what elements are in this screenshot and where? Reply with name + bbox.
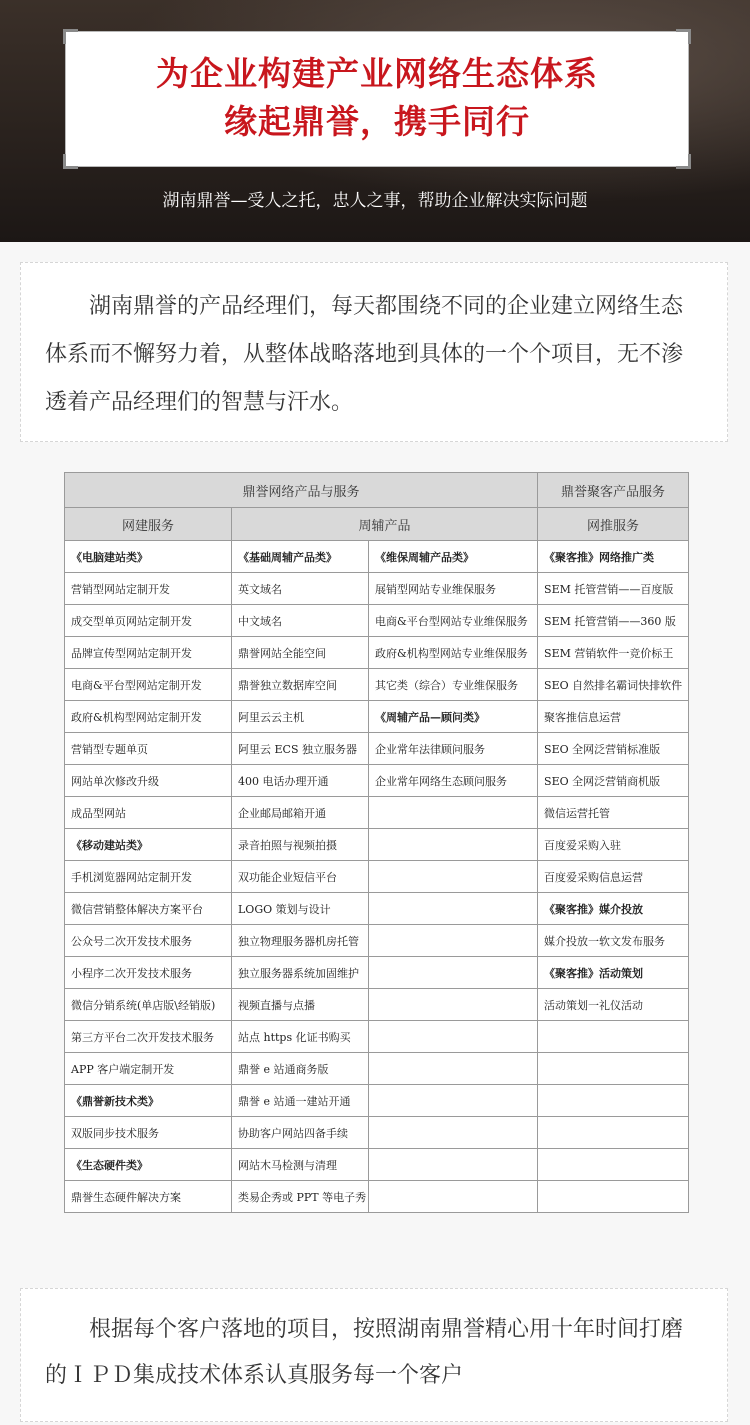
group-header-network: 鼎誉网络产品与服务 — [65, 473, 538, 508]
table-row — [65, 797, 689, 829]
table-cell: APP 客户端定制开发 — [65, 1053, 232, 1085]
table-cell: 《生态硬件类》 — [65, 1149, 232, 1181]
table-cell: 《聚客推》媒介投放 — [538, 893, 689, 925]
table-cell: 《聚客推》网络推广类 — [538, 541, 689, 573]
table-cell: 网站单次修改升级 — [65, 765, 232, 797]
table-cell: 微信运营托管 — [538, 797, 689, 829]
table-cell: 成交型单页网站定制开发 — [65, 605, 232, 637]
table-cell: 独立服务器系统加固维护 — [232, 957, 369, 989]
column-header-auxiliary: 周辅产品 — [232, 508, 538, 541]
table-cell: SEM 托管营销——360 版 — [538, 605, 689, 637]
table-cell: 企业邮局邮箱开通 — [232, 797, 369, 829]
table-cell: 鼎誉生态硬件解决方案 — [65, 1181, 232, 1213]
table-cell: 企业常年法律顾问服务 — [369, 733, 538, 765]
table-group-header-row — [65, 473, 689, 508]
table-cell: 400 电话办理开通 — [232, 765, 369, 797]
table-cell: 电商&平台型网站专业维保服务 — [369, 605, 538, 637]
table-cell: 网站木马检测与清理 — [232, 1149, 369, 1181]
table-cell: 类易企秀或 PPT 等电子秀 — [232, 1181, 369, 1213]
table-column-header-row — [65, 508, 689, 541]
table-row — [65, 989, 689, 1021]
table-row — [65, 541, 689, 573]
table-cell — [369, 1117, 538, 1149]
table-cell — [538, 1021, 689, 1053]
table-row — [65, 637, 689, 669]
table-row — [65, 669, 689, 701]
table-cell — [369, 829, 538, 861]
table-cell — [538, 1053, 689, 1085]
table-cell: 《鼎誉新技术类》 — [65, 1085, 232, 1117]
table-cell: 成品型网站 — [65, 797, 232, 829]
table-cell: 百度爱采购入驻 — [538, 829, 689, 861]
table-cell: 公众号二次开发技术服务 — [65, 925, 232, 957]
table-cell: 独立物理服务器机房托管 — [232, 925, 369, 957]
title-box — [66, 32, 688, 166]
table-cell: 录音拍照与视频拍摄 — [232, 829, 369, 861]
table-cell: 站点 https 化证书购买 — [232, 1021, 369, 1053]
closing-paragraph: 根据每个客户落地的项目，按照湖南鼎誉精心用十年时间打磨的ＩＰＤ集成技术体系认真服务每一个客户 — [20, 1288, 728, 1422]
table-cell: SEM 营销软件一竞价标王 — [538, 637, 689, 669]
table-cell — [369, 925, 538, 957]
table-cell: 视频直播与点播 — [232, 989, 369, 1021]
table-row — [65, 925, 689, 957]
table-cell: 阿里云云主机 — [232, 701, 369, 733]
table-cell — [369, 1085, 538, 1117]
table-cell: 营销型专题单页 — [65, 733, 232, 765]
table-cell: SEM 托管营销——百度版 — [538, 573, 689, 605]
table-cell: 手机浏览器网站定制开发 — [65, 861, 232, 893]
table-row — [65, 605, 689, 637]
table-row — [65, 1021, 689, 1053]
table-cell: 《基础周辅产品类》 — [232, 541, 369, 573]
corner-decoration — [676, 154, 691, 169]
intro-paragraph: 湖南鼎誉的产品经理们，每天都围绕不同的企业建立网络生态体系而不懈努力着，从整体战略落地到具体的一个个项目，无不渗透着产品经理们的智慧与汗水。 — [20, 262, 728, 442]
table-cell: 企业常年网络生态顾问服务 — [369, 765, 538, 797]
group-header-jueke: 鼎誉聚客产品服务 — [538, 473, 689, 508]
table-cell — [369, 797, 538, 829]
table-cell: 双功能企业短信平台 — [232, 861, 369, 893]
table-cell: 聚客推信息运营 — [538, 701, 689, 733]
table-cell: LOGO 策划与设计 — [232, 893, 369, 925]
table-cell: 鼎誉独立数据库空间 — [232, 669, 369, 701]
table-cell: 其它类（综合）专业维保服务 — [369, 669, 538, 701]
table-row — [65, 1085, 689, 1117]
table-cell: 政府&机构型网站定制开发 — [65, 701, 232, 733]
table-cell: 《维保周辅产品类》 — [369, 541, 538, 573]
table-cell — [369, 1149, 538, 1181]
page-title-line-1: 为企业构建产业网络生态体系 — [156, 54, 598, 93]
page-title-line-2: 缘起鼎誉，携手同行 — [224, 102, 530, 141]
table-row — [65, 765, 689, 797]
table-cell: SEO 全网泛营销商机版 — [538, 765, 689, 797]
table-row — [65, 733, 689, 765]
table-cell: 《电脑建站类》 — [65, 541, 232, 573]
table-cell: 第三方平台二次开发技术服务 — [65, 1021, 232, 1053]
table-row — [65, 1053, 689, 1085]
table-cell: 《移动建站类》 — [65, 829, 232, 861]
table-row — [65, 1149, 689, 1181]
product-service-table-wrapper — [64, 472, 688, 1213]
table-cell — [369, 989, 538, 1021]
table-cell — [369, 861, 538, 893]
table-row — [65, 861, 689, 893]
table-cell — [538, 1085, 689, 1117]
table-cell: 《周辅产品—顾问类》 — [369, 701, 538, 733]
tagline: 湖南鼎誉—受人之托，忠人之事，帮助企业解决实际问题 — [162, 191, 588, 211]
table-cell: 中文域名 — [232, 605, 369, 637]
table-row — [65, 893, 689, 925]
table-cell: 政府&机构型网站专业维保服务 — [369, 637, 538, 669]
table-cell: 英文域名 — [232, 573, 369, 605]
table-cell: 《聚客推》活动策划 — [538, 957, 689, 989]
table-cell: 品牌宣传型网站定制开发 — [65, 637, 232, 669]
table-cell: 鼎誉 e 站通一建站开通 — [232, 1085, 369, 1117]
column-header-promotion: 网推服务 — [538, 508, 689, 541]
table-cell: 营销型网站定制开发 — [65, 573, 232, 605]
table-cell: 鼎誉 e 站通商务版 — [232, 1053, 369, 1085]
table-cell: 鼎誉网站全能空间 — [232, 637, 369, 669]
column-header-web-building: 网建服务 — [65, 508, 232, 541]
table-cell — [538, 1149, 689, 1181]
table-cell: SEO 自然排名霸词快排软件 — [538, 669, 689, 701]
table-row — [65, 1181, 689, 1213]
table-cell: 小程序二次开发技术服务 — [65, 957, 232, 989]
table-cell — [538, 1181, 689, 1213]
table-row — [65, 1117, 689, 1149]
table-row — [65, 829, 689, 861]
table-row — [65, 957, 689, 989]
table-cell: 双版同步技术服务 — [65, 1117, 232, 1149]
table-cell: 阿里云 ECS 独立服务器 — [232, 733, 369, 765]
table-cell: 协助客户网站四备手续 — [232, 1117, 369, 1149]
product-service-table — [64, 472, 689, 1213]
header-banner — [0, 0, 750, 242]
table-cell — [369, 1053, 538, 1085]
table-cell: 微信分销系统(单店版\经销版) — [65, 989, 232, 1021]
corner-decoration — [63, 154, 78, 169]
table-cell: 电商&平台型网站定制开发 — [65, 669, 232, 701]
table-cell: 百度爱采购信息运营 — [538, 861, 689, 893]
corner-decoration — [63, 29, 78, 44]
table-cell — [369, 1021, 538, 1053]
table-cell: 活动策划一礼仪活动 — [538, 989, 689, 1021]
table-row — [65, 573, 689, 605]
table-cell: 媒介投放一软文发布服务 — [538, 925, 689, 957]
table-cell — [369, 957, 538, 989]
table-cell — [369, 1181, 538, 1213]
table-cell: 展销型网站专业维保服务 — [369, 573, 538, 605]
table-cell: 微信营销整体解决方案平台 — [65, 893, 232, 925]
table-cell: SEO 全网泛营销标准版 — [538, 733, 689, 765]
table-cell — [369, 893, 538, 925]
table-row — [65, 701, 689, 733]
corner-decoration — [676, 29, 691, 44]
table-cell — [538, 1117, 689, 1149]
